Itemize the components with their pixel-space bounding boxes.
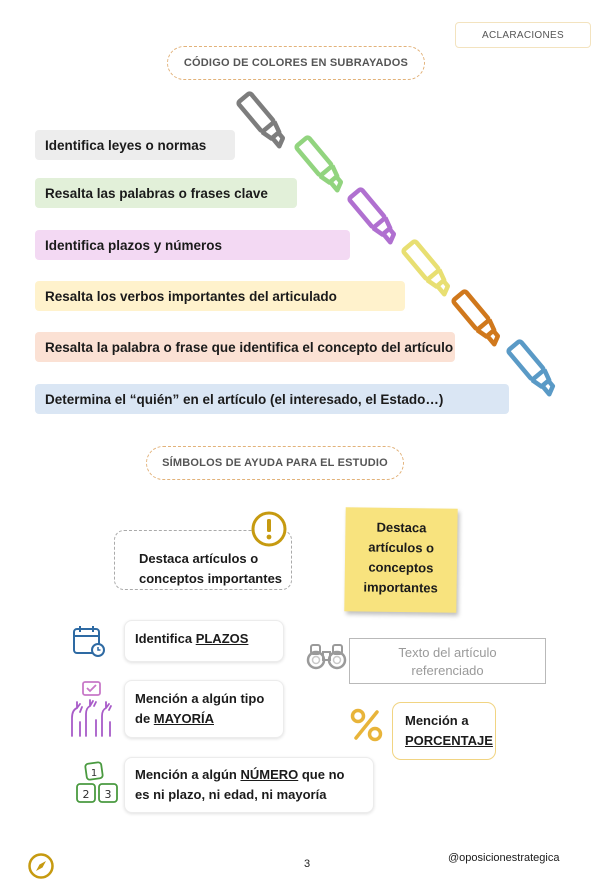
referenced-line1: Texto del artículo [398,645,497,660]
highlight-band: Resalta las palabras o frases clave [35,178,297,208]
exclamation-icon [250,510,288,548]
author-handle: @oposicionestrategica [448,852,560,864]
highlighter-marker-icon [502,338,572,406]
mayoria-emphasis: MAYORÍA [153,711,214,726]
binoculars-icon [305,642,349,672]
referenced-text-box [349,638,546,684]
sticky-line3: conceptos [368,559,434,576]
dashed-box-line2: conceptos importantes [139,571,283,586]
numero-box [124,757,374,813]
block-1-label: 1 [90,768,98,779]
plazos-box [124,620,284,662]
mayoria-prefix: de [135,711,154,726]
porcentaje-emphasis: PORCENTAJE [405,733,493,748]
calendar-icon [72,624,106,658]
porcentaje-line1: Mención a [405,713,469,728]
sticky-line2: artículos o [368,539,435,556]
mayoria-box [124,680,284,738]
number-blocks-icon [74,760,122,806]
percent-icon [350,708,384,742]
numero-line1 [135,765,363,785]
plazos-emphasis: PLAZOS [195,631,249,646]
mayoria-line2 [135,709,273,729]
dashed-box-line1: Destaca artículos o [139,551,259,566]
highlight-band: Determina el “quién” en el artículo (el interesado, el Estado…) [35,384,509,414]
referenced-line2: referenciado [411,663,484,678]
raised-hands-icon [68,680,114,738]
porcentaje-box [392,702,496,760]
colors-section-title: CÓDIGO DE COLORES EN SUBRAYADOS [167,46,425,80]
highlight-band: Resalta la palabra o frase que identifica el concepto del artículo [35,332,455,362]
page-number: 3 [303,858,311,870]
highlight-band: Identifica plazos y números [35,230,350,260]
block-2-label: 2 [82,788,90,801]
dashed-box-text [139,549,282,589]
highlight-band: Identifica leyes o normas [35,130,235,160]
sticky-line1: Destaca [376,519,427,536]
sticky-line4: importantes [363,579,438,596]
numero-line2: es ni plazo, ni edad, ni mayoría [135,787,327,802]
block-3-label: 3 [104,788,112,801]
numero-emphasis: NÚMERO [240,767,299,782]
numero-suffix: que no [298,767,345,782]
numero-prefix: Mención a algún [135,767,241,782]
symbols-section-title: SÍMBOLOS DE AYUDA PARA EL ESTUDIO [146,446,404,480]
sticky-note [344,507,457,613]
section-tag: ACLARACIONES [455,22,591,48]
highlight-band: Resalta los verbos importantes del articulado [35,281,405,311]
mayoria-line1: Mención a algún tipo [135,691,265,706]
compass-icon [27,852,55,880]
plazos-prefix: Identifica [135,631,196,646]
